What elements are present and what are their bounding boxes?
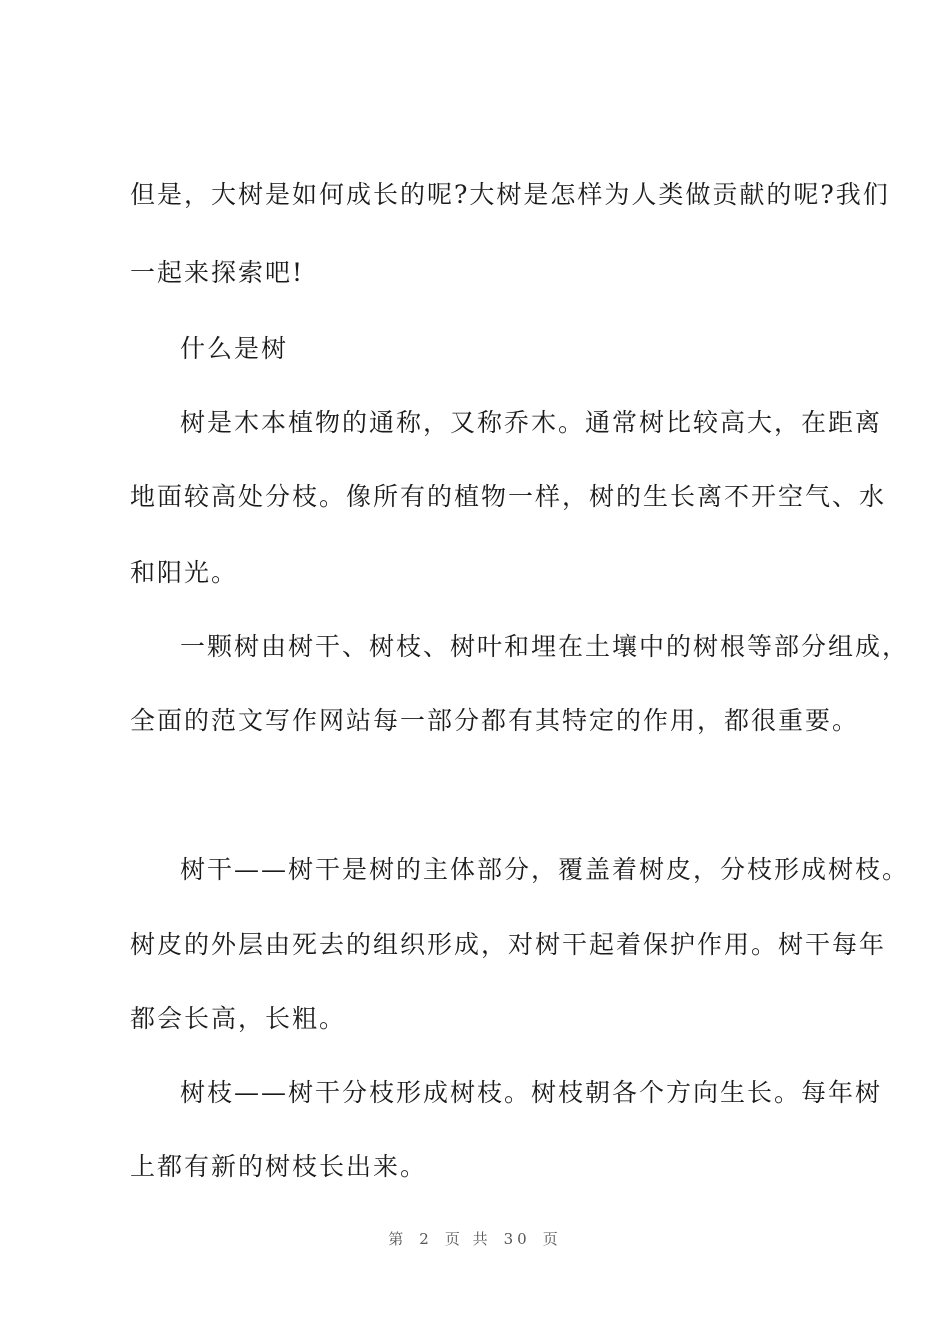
footer-page-number: 2 xyxy=(419,1230,433,1248)
paragraph-line: 全面的范文写作网站每一部分都有其特定的作用，都很重要。 xyxy=(130,706,860,735)
paragraph-line: 上都有新的树枝长出来。 xyxy=(130,1152,428,1181)
paragraph-line: 一颗树由树干、树枝、树叶和埋在土壤中的树根等部分组成， xyxy=(180,632,910,661)
section-heading: 什么是树 xyxy=(180,334,289,363)
paragraph-line: 树是木本植物的通称，又称乔木。通常树比较高大，在距离 xyxy=(180,408,883,437)
paragraph-line: 树干——树干是树的主体部分，覆盖着树皮，分枝形成树枝。 xyxy=(180,855,910,884)
paragraph-line: 地面较高处分枝。像所有的植物一样，树的生长离不开空气、水 xyxy=(130,482,887,511)
paragraph-line: 树皮的外层由死去的组织形成，对树干起着保护作用。树干每年 xyxy=(130,930,887,959)
footer-middle: 页 共 xyxy=(444,1230,492,1248)
paragraph-line: 树枝——树干分枝形成树枝。树枝朝各个方向生长。每年树 xyxy=(180,1078,883,1107)
page-footer xyxy=(0,1228,950,1249)
footer-suffix: 页 xyxy=(542,1230,562,1248)
footer-prefix: 第 xyxy=(388,1230,408,1248)
paragraph-line: 和阳光。 xyxy=(130,558,239,587)
paragraph-line: 都会长高，长粗。 xyxy=(130,1004,347,1033)
footer-total-pages: 30 xyxy=(503,1230,531,1248)
paragraph-line: 一起来探索吧! xyxy=(130,258,305,287)
paragraph-line: 但是，大树是如何成长的呢?大树是怎样为人类做贡献的呢?我们 xyxy=(130,180,890,209)
